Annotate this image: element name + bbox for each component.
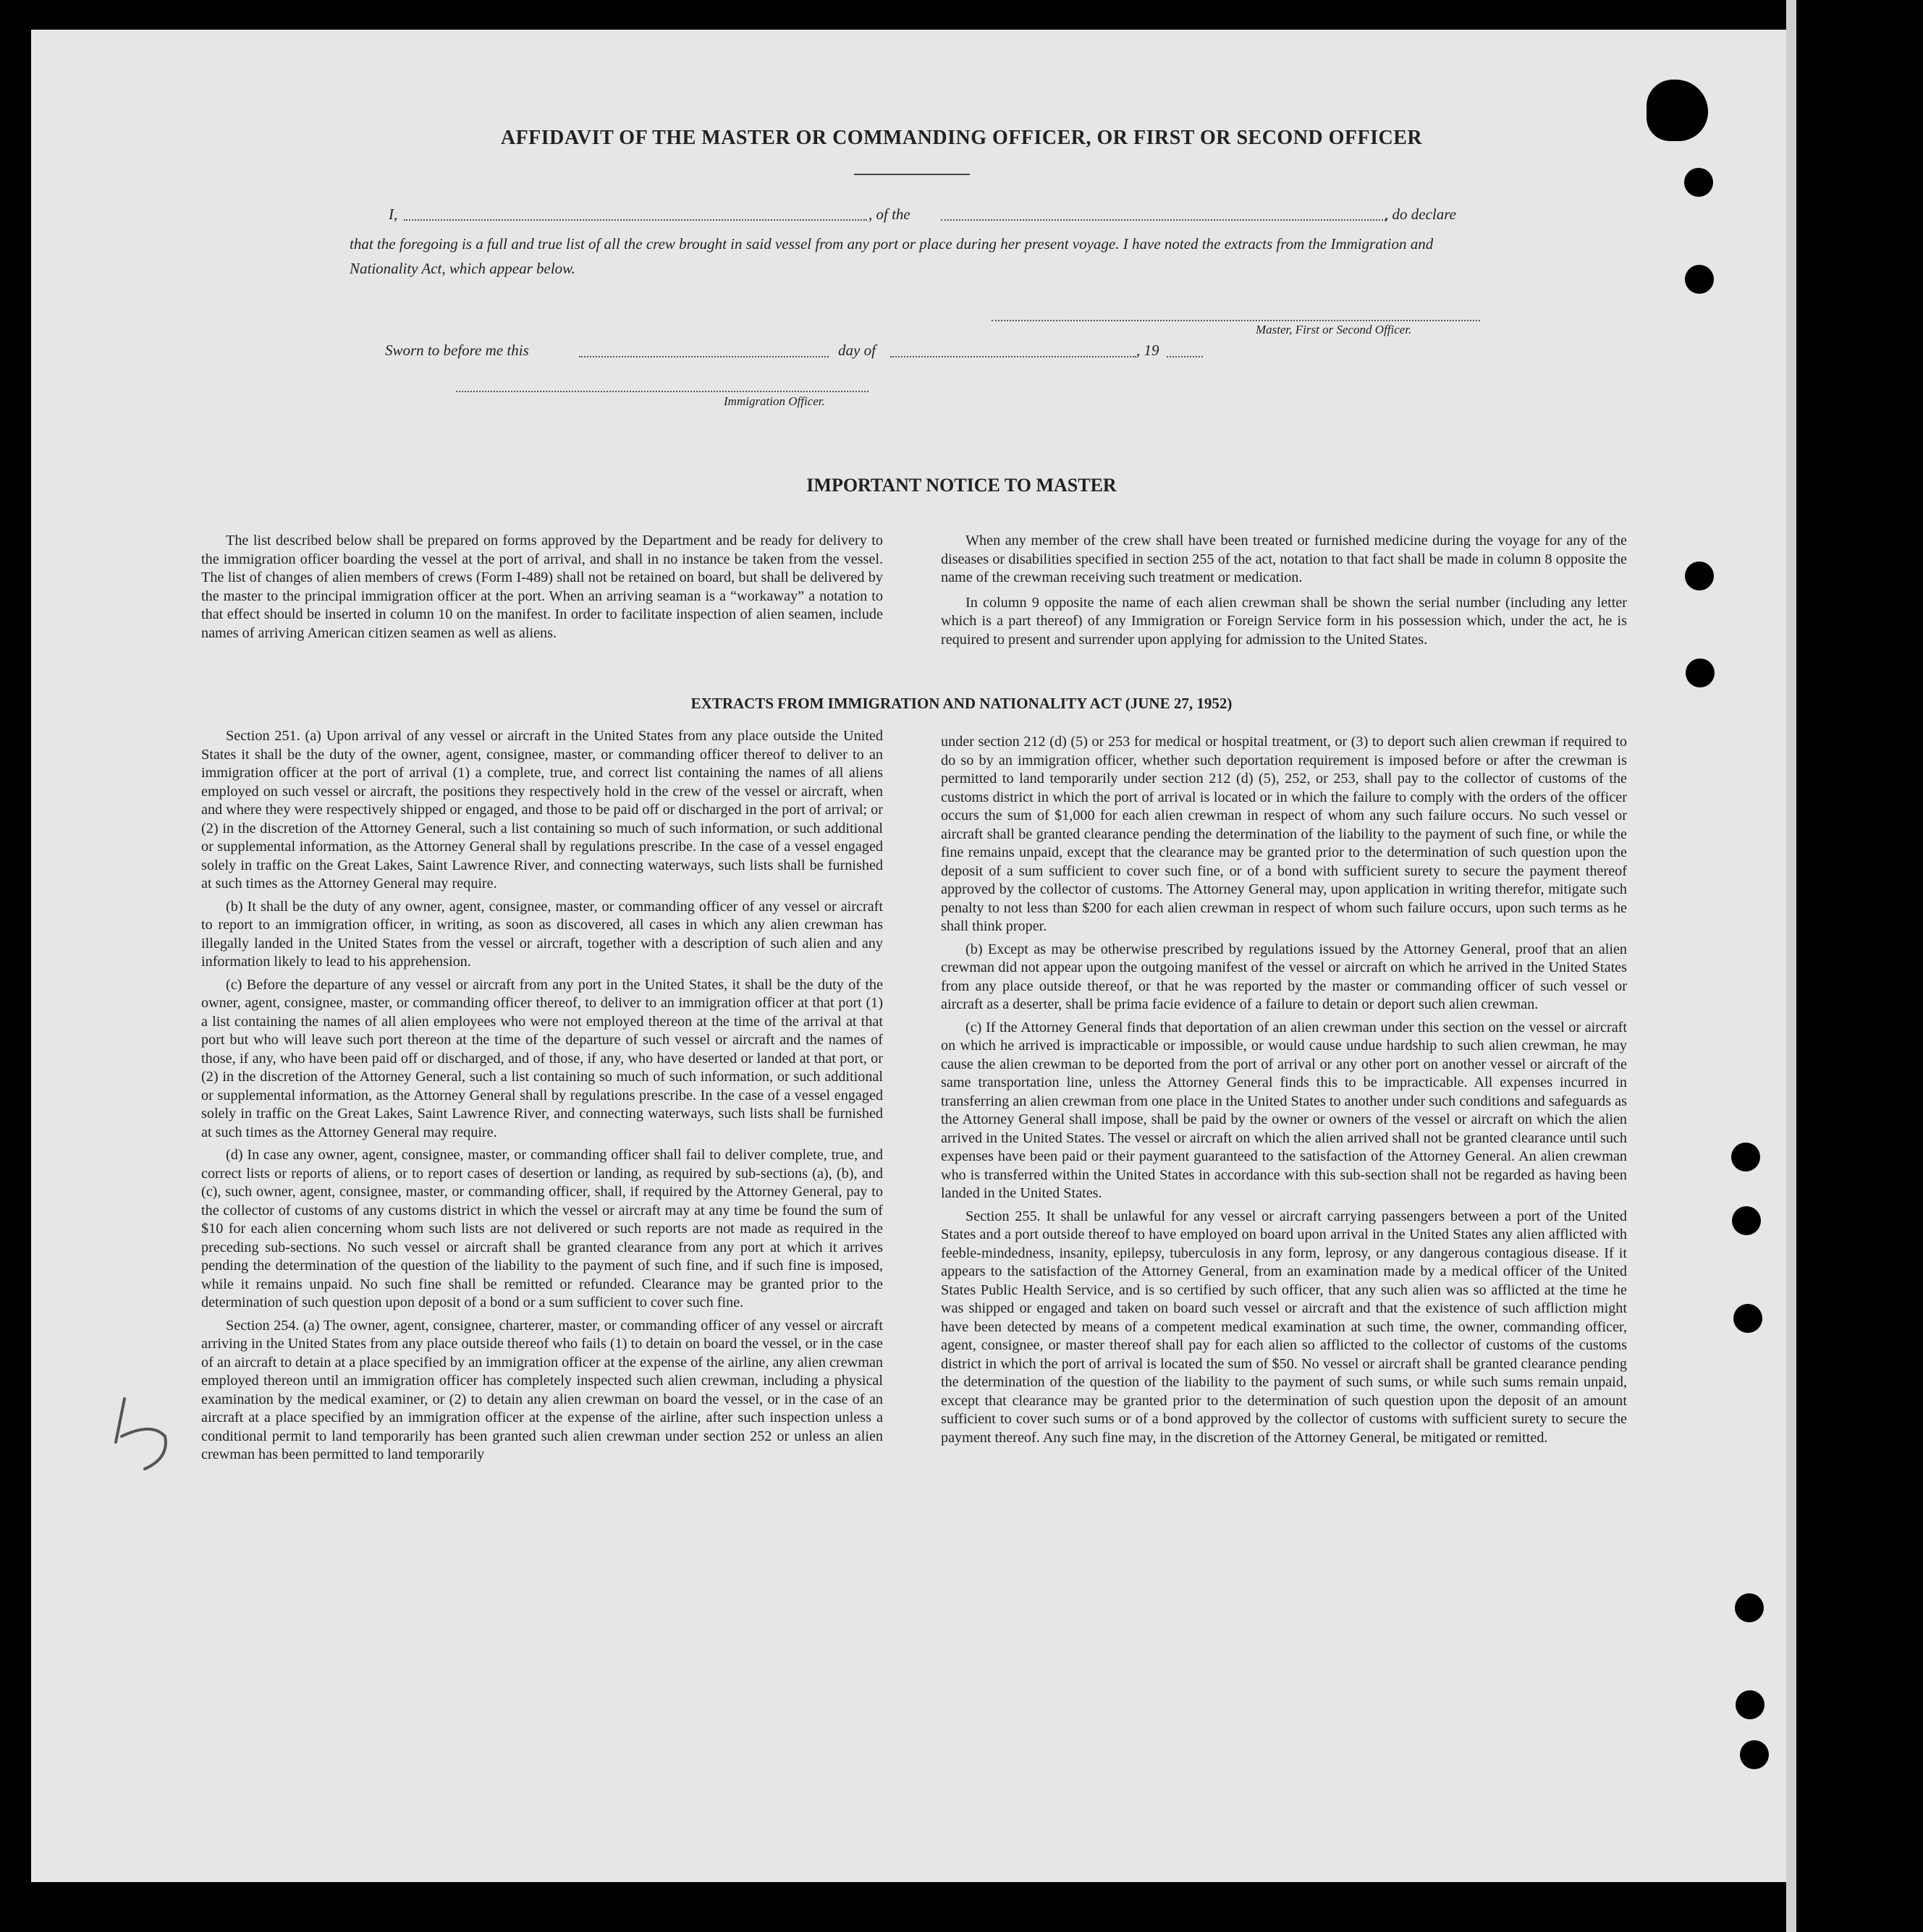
section-254-a-cont: under section 212 (d) (5) or 253 for medical or hospital treatment, or (3) to deport such alien crewman if required to do so by an immigration officer, whether such deportation requirement is imposed before or after the crewman is permitted to land temporarily under section 212 (d) (5), 252, or 253, shall pay to the collector of customs of the customs district in which the port of arrival is located or in which the failure to comply with the orders of the officer occurs the sum of $1,000 for each alien crewman in respect of whom any such failure occurs. No such vessel or aircraft shall be granted clearance pending the determination of the liability to the payment of such fine, or while the fine remains unpaid, except that the clearance may be granted prior to the determination of such question upon the deposit of a sum sufficient to cover such fine, or of a bond with sufficient surety to secure the payment thereof approved by the collector of customs. The Attorney General may, upon application in writing therefor, mitigate such penalty to not less than $200 for each alien crewman in respect of whom such failure occurs, upon such terms as he shall think proper.	[941, 734, 1627, 934]
extracts-left-column	[201, 727, 883, 1465]
notice-left-text: The list described below shall be prepared on forms approved by the Department and be ready for delivery to the immigration officer boarding the vessel at the port of arrival, and shall in no instance be taken from the vessel. The list of changes of alien members of crews (Form I-489) shall not be retained on board, but shall be delivered by the master to the principal immigration officer at the port. When an arriving seaman is a “workaway” a notation to that effect should be inserted in column 10 on the manifest. In order to facilitate inspection of alien seamen, include names of arriving American citizen seamen as well as aliens.	[201, 533, 883, 641]
notice-title: IMPORTANT NOTICE TO MASTER	[806, 475, 1117, 496]
notice-right-text-1: When any member of the crew shall have been treated or furnished medicine during the voyage for any of the diseases or disabilities specified in section 255 of the act, notation to that fact shall be made in column 8 opposite the name of the crewman receiving such treatment or medication.	[941, 533, 1627, 585]
of-the-label: , of the	[868, 206, 910, 223]
do-declare-label: , do declare	[1385, 206, 1456, 223]
vessel-field[interactable]	[941, 219, 1386, 221]
name-field[interactable]	[404, 219, 867, 221]
section-251-a: Section 251. (a) Upon arrival of any vessel or aircraft in the United States from any place outside the United States it shall be the duty of the owner, agent, consignee, master, or commanding officer thereof to deliver to an immigration officer at the port of arrival (1) a complete, true, and correct list containing the names of all aliens employed on such vessel or aircraft, the positions they respectively hold in the crew of the vessel or aircraft, when and where they were respectively shipped or engaged, and those to be paid off or discharged in the port of arrival; or (2) in the discretion of the Attorney General, such a list containing so much of such information, or such additional or supplemental information, as the Attorney General shall by regulations prescribe. In the case of a vessel engaged solely in traffic on the Great Lakes, Saint Lawrence River, and connecting waterways, such lists shall be furnished at such times as the Attorney General may require.	[201, 728, 883, 891]
sworn-year-field[interactable]	[1167, 356, 1203, 357]
binder-hole	[1685, 265, 1714, 294]
notice-left-column	[201, 532, 883, 643]
binder-hole	[1732, 1206, 1761, 1235]
binder-hole	[1685, 562, 1714, 590]
title-divider	[854, 174, 970, 175]
binder-hole	[1735, 1593, 1764, 1622]
extracts-title: EXTRACTS FROM IMMIGRATION AND NATIONALITY ACT (JUNE 27, 1952)	[690, 695, 1233, 712]
sworn-month-field[interactable]	[890, 356, 1136, 357]
page-edge	[1786, 0, 1796, 1932]
master-label: Master, First or Second Officer.	[1256, 323, 1412, 336]
section-251-b: (b) It shall be the duty of any owner, agent, consignee, master, or commanding officer of any vessel or aircraft to report to an immigration officer, in writing, as soon as discovered, all cases in which any alien crewman has illegally landed in the United States from the vessel or aircraft, together with a description of such alien and any information likely to lead to his apprehension.	[201, 898, 883, 970]
handwritten-mark	[109, 1393, 188, 1480]
notice-right-text-2: In column 9 opposite the name of each alien crewman shall be shown the serial number (including any letter which is a part thereof) of any Immigration or Foreign Service form in his possession which, under the act, he is required to present and surrender upon applying for admission to the United States.	[941, 594, 1627, 648]
section-255: Section 255. It shall be unlawful for any vessel or aircraft carrying passengers between a port of the United States and a port outside thereof to have employed on board upon arrival in the United States any alien afflicted with feeble-mindedness, insanity, epilepsy, tuberculosis in any form, leprosy, or any dangerous contagious disease. If it appears to the satisfaction of the Attorney General, from an examination made by a medical officer of the United States Public Health Service, and is so certified by such officer, that any such alien was so afflicted at the time he was shipped or engaged and taken on board such vessel or aircraft and that the existence of such affliction might have been detected by means of a competent medical examination at such time, the owner, commanding officer, agent, consignee, or master thereof shall pay for each alien so afflicted to the collector of customs of the customs district in which the port of arrival is located the sum of $50. No vessel or aircraft shall be granted clearance pending the determination of the question of the liability to the payment of such sums, or while such sums remain unpaid, except that clearance may be granted prior to the determination of such question upon the deposit of an amount sufficient to cover such sums or of a bond approved by the collector of customs with sufficient surety to secure the payment thereof. Any such fine may, in the discretion of the Attorney General, be mitigated or remitted.	[941, 1208, 1627, 1446]
section-254-b: (b) Except as may be otherwise prescribed by regulations issued by the Attorney General, proof that an alien crewman did not appear upon the outgoing manifest of the vessel or aircraft on which he arrived in the United States from any place outside thereof, or that he was reported by the master or commanding officer of such vessel or aircraft as a deserter, shall be prima facie evidence of a failure to detain or deport such alien crewman.	[941, 941, 1627, 1012]
officer-label: Immigration Officer.	[724, 394, 825, 408]
sworn-day-field[interactable]	[579, 356, 829, 357]
extracts-right-column	[941, 733, 1627, 1447]
binder-hole	[1686, 658, 1715, 687]
section-251-d: (d) In case any owner, agent, consignee, master, or commanding officer shall fail to deliver complete, true, and correct lists or reports of aliens, or to report cases of desertion or landing, as required by sub-sections (a), (b), and (c), such owner, agent, consignee, master, or commanding officer, shall, if required by the Attorney General, pay to the collector of customs of any customs district in which the vessel or aircraft may at any time be found the sum of $10 for each alien concerning whom such lists are not delivered or such reports are not made as required in the preceding sub-sections. No such vessel or aircraft shall be granted clearance from any port at which it arrives pending the determination of the question of the liability to the payment of such fine, and if such fine is imposed, while it remains unpaid. No such fine shall be remitted or refunded. Clearance may be granted prior to the determination of such question upon deposit of a bond or a sum sufficient to cover such fine.	[201, 1147, 883, 1310]
binder-hole	[1740, 1740, 1769, 1769]
year-label: , 19	[1136, 342, 1159, 359]
i-label: I,	[389, 206, 398, 223]
binder-hole	[1733, 1304, 1762, 1333]
officer-signature-line[interactable]	[456, 391, 868, 392]
binder-hole	[1731, 1143, 1760, 1172]
section-254-a: Section 254. (a) The owner, agent, consignee, charterer, master, or commanding officer of any vessel or aircraft arriving in the United States from any place outside thereof who fails (1) to detain on board the vessel, or in the case of an aircraft to detain at a place specified by an immigration officer at the expense of the airline, any alien crewman employed thereon until an immigration officer has completely inspected such alien crewman, including a physical examination by the medical examiner, or (2) to detain any alien crewman on board the vessel, or in the case of an aircraft at a place specified by an immigration officer at the expense of the airline, after such inspection unless a conditional permit to land temporarily has been granted such alien crewman under section 252 or unless an alien crewman has been permitted to land temporarily	[201, 1317, 883, 1462]
declaration-text: that the foregoing is a full and true list of all the crew brought in said vessel from any port or place during her present voyage. I have noted the extracts from the Immigration and Nationality Act, which appear below.	[350, 235, 1434, 277]
sworn-label: Sworn to before me this	[385, 342, 529, 359]
notice-right-column	[941, 532, 1627, 649]
affidavit-title: AFFIDAVIT OF THE MASTER OR COMMANDING OFFICER, OR FIRST OR SECOND OFFICER	[500, 127, 1423, 149]
section-251-c: (c) Before the departure of any vessel or aircraft from any port in the United States, it shall be the duty of the owner, agent, consignee, master, or commanding officer thereof, to deliver to an immigration officer at that port (1) a list containing the names of all alien employees who were not employed thereon at the time of the arrival at that port but who will leave such port thereon at the time of the departure of such vessel or aircraft and the names of those, if any, who have been paid off or discharged, and of those, if any, who have deserted or landed at that port, or (2) in the discretion of the Attorney General, such a list containing so much of such information, or such additional or supplemental information, as the Attorney General shall by regulations prescribe. In the case of a vessel engaged solely in traffic on the Great Lakes, Saint Lawrence River, and connecting waterways, such lists shall be furnished at such times as the Attorney General may require.	[201, 976, 883, 1140]
day-of-label: day of	[838, 342, 876, 359]
binder-hole	[1684, 168, 1713, 197]
section-254-c: (c) If the Attorney General finds that deportation of an alien crewman under this section on the vessel or aircraft on which he arrived is impracticable or impossible, or would cause undue hardship to such alien crewman, he may cause the alien crewman to be deported from the port of arrival or any other port on another vessel or aircraft of the same transportation line, unless the Attorney General finds this to be impracticable. All expenses incurred in transferring an alien crewman from one place in the United States to another under such conditions and safeguards as the Attorney General shall impose, shall be paid by the owner or owners of the vessel or aircraft on which the alien arrived in the United States. The vessel or aircraft on which the alien arrived shall not be granted clearance until such expenses have been paid or their payment guaranteed to the satisfaction of the Attorney General. An alien crewman who is transferred within the United States in accordance with this sub-section shall not be regarded as having been landed in the United States.	[941, 1019, 1627, 1201]
binder-hole	[1736, 1690, 1764, 1719]
master-signature-line[interactable]	[992, 320, 1480, 321]
